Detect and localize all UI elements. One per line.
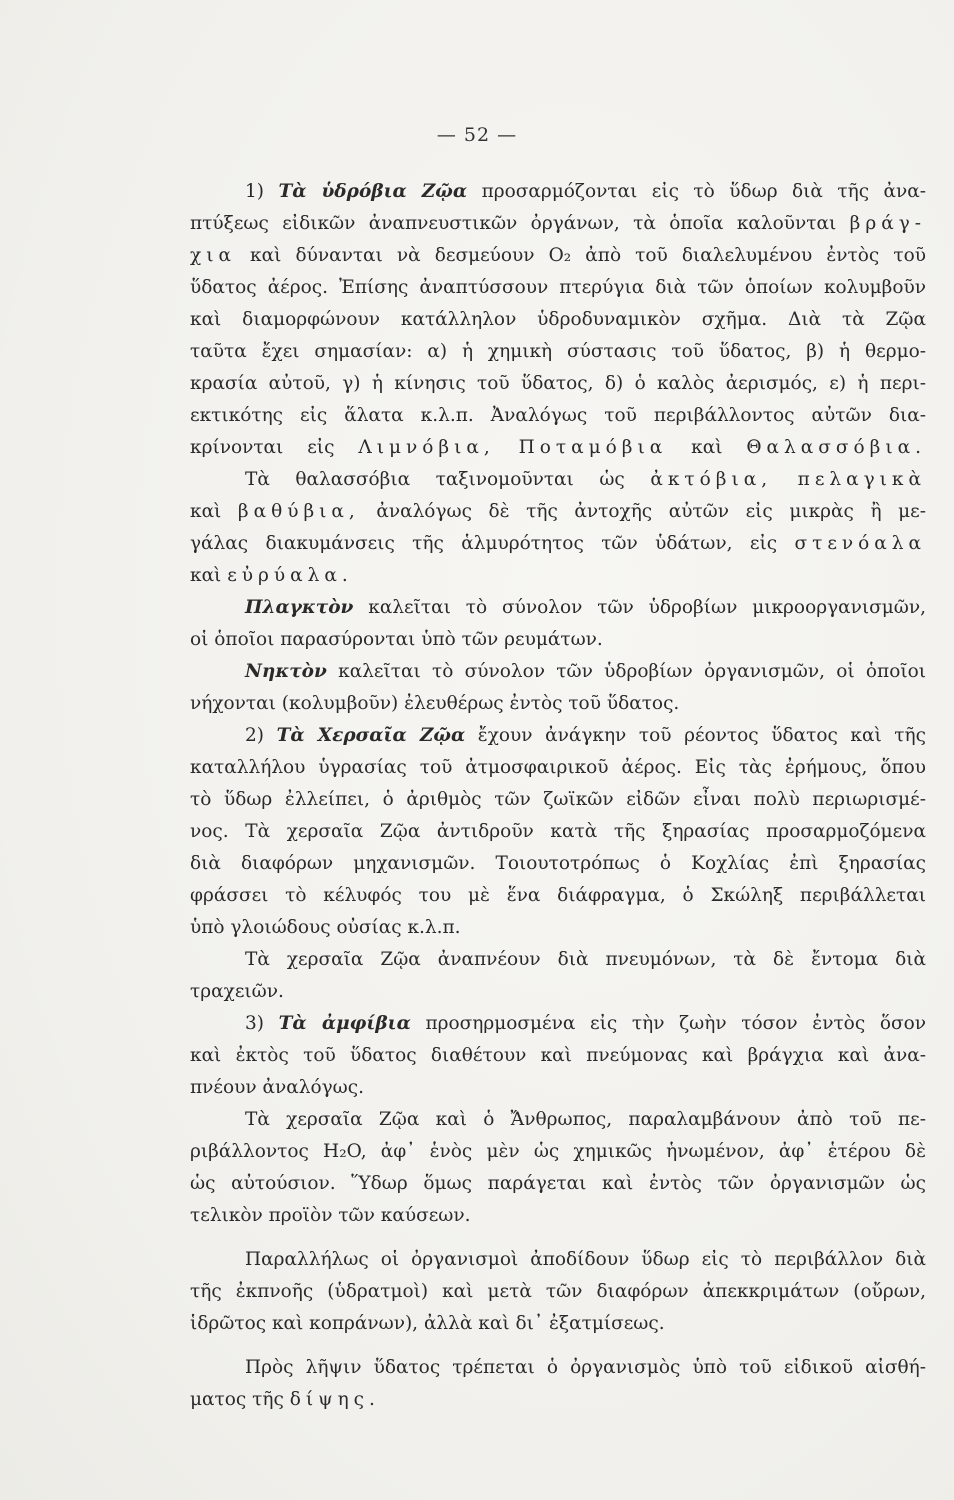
text-line — [190, 1072, 926, 1104]
text-line — [190, 304, 926, 336]
text-span: Πρὸς λῆψιν ὕδατος τρέπεται ὁ ὀργανισμὸς ὑπὸ τοῦ εἰδικοῦ αἰσθή- — [245, 1357, 926, 1378]
text-span: νήχονται (κολυμβοῦν) ἐλευθέρως ἐντὸς τοῦ ὕδατος. — [190, 693, 680, 714]
text-line — [190, 1200, 926, 1232]
text-span: τῆς ἐκπνοῆς (ὑδρατμοὶ) καὶ μετὰ τῶν διαφόρων ἀπεκκριμάτων (οὔρων, — [190, 1281, 926, 1302]
text-span: ριβάλλοντος H₂O, ἀφ᾽ ἑνὸς μὲν ὡς χημικῶς ἡνωμένον, ἀφ᾽ ἑτέρου δὲ — [190, 1141, 926, 1162]
page-number: — 52 — — [436, 124, 518, 146]
text-span: ἱδρῶτος καὶ κοπράνων), ἀλλὰ καὶ δι᾽ ἐξατμίσεως. — [190, 1313, 665, 1334]
text-span: καταλλήλου ὑγρασίας τοῦ ἀτμοσφαιρικοῦ ἀέρος. Εἰς τὰς ἐρήμους, ὅπου — [190, 757, 926, 778]
text-line — [190, 464, 926, 496]
text-line — [190, 1168, 926, 1200]
text-line — [190, 656, 926, 688]
spaced-term: πελαγικὰ — [797, 469, 926, 490]
text-line — [190, 1308, 926, 1340]
text-span: ταῦτα ἔχει σημασίαν: α) ἡ χημικὴ σύστασις τοῦ ὕδατος, β) ἡ θερμο- — [190, 341, 926, 362]
spaced-term: βαθύβια, — [237, 501, 360, 522]
text-line — [190, 1384, 926, 1416]
text-line — [190, 624, 926, 656]
text-span: κρίνονται εἰς — [190, 437, 359, 458]
term-heading: Νηκτὸν — [245, 661, 327, 682]
text-line — [190, 1040, 926, 1072]
spaced-term: Ποταμόβια — [518, 437, 668, 458]
text-span: νος. Τὰ χερσαῖα Ζῷα ἀντιδροῦν κατὰ τῆς ξηρασίας προσαρμοζόμενα — [190, 821, 926, 842]
spaced-term: βράγ- — [849, 213, 926, 234]
paragraph-gap — [190, 1232, 926, 1244]
text-span: γάλας διακυμάνσεις τῆς ἁλμυρότητος τῶν ὑδάτων, εἰς — [190, 533, 795, 554]
text-line — [190, 560, 926, 592]
body-text — [190, 176, 926, 1416]
text-span: φράσσει τὸ κέλυφός του μὲ ἕνα διάφραγμα, ὁ Σκώληξ περιβάλλεται — [190, 885, 926, 906]
text-line — [190, 1276, 926, 1308]
text-line — [190, 400, 926, 432]
text-span: καὶ — [190, 565, 228, 586]
spaced-term: στενόαλα — [794, 533, 926, 554]
text-line — [190, 816, 926, 848]
text-line — [190, 720, 926, 752]
text-span: 3) — [245, 1013, 279, 1034]
spaced-term: χια — [190, 245, 236, 266]
spaced-term: δίψης. — [289, 1389, 380, 1410]
text-span: ἀναλόγως δὲ τῆς ἀντοχῆς αὐτῶν εἰς μικρὰς ἢ με- — [359, 501, 926, 522]
term-heading: Τὰ ὑδρόβια Ζῷα — [278, 181, 468, 202]
text-line — [190, 848, 926, 880]
text-span: Παραλλήλως οἱ ὀργανισμοὶ ἀποδίδουν ὕδωρ εἰς τὸ περιβάλλον διὰ — [245, 1249, 926, 1270]
text-span: τραχειῶν. — [190, 981, 284, 1002]
text-span: ὑπὸ γλοιώδους οὐσίας κ.λ.π. — [190, 917, 461, 938]
text-span: εκτικότης εἰς ἅλατα κ.λ.π. Ἀναλόγως τοῦ περιβάλλοντος αὐτῶν δια- — [190, 405, 926, 426]
text-line — [190, 912, 926, 944]
text-line — [190, 1104, 926, 1136]
text-span: καὶ δύνανται νὰ δεσμεύουν O₂ ἀπὸ τοῦ διαλελυμένου ἐντὸς τοῦ — [235, 245, 926, 266]
term-heading: Τὰ Χερσαῖα Ζῷα — [276, 725, 466, 746]
text-span: οἱ ὁποῖοι παρασύρονται ὑπὸ τῶν ρευμάτων. — [190, 629, 603, 650]
text-span: τὸ ὕδωρ ἐλλείπει, ὁ ἀριθμὸς τῶν ζωϊκῶν εἰδῶν εἶναι πολὺ περιωρισμέ- — [190, 789, 926, 810]
text-line — [190, 208, 926, 240]
text-span: καὶ — [190, 501, 238, 522]
text-line — [190, 240, 926, 272]
text-span: κρασία αὐτοῦ, γ) ἡ κίνησις τοῦ ὕδατος, δ) ὁ καλὸς ἀερισμός, ε) ἡ περι- — [190, 373, 926, 394]
text-span: τελικὸν προϊὸν τῶν καύσεων. — [190, 1205, 471, 1226]
text-span: ὡς αὐτούσιον. Ὕδωρ ὅμως παράγεται καὶ ἐντὸς τῶν ὀργανισμῶν ὡς — [190, 1173, 926, 1194]
text-line — [190, 944, 926, 976]
text-line — [190, 880, 926, 912]
text-line — [190, 368, 926, 400]
text-span: καλεῖται τὸ σύνολον τῶν ὑδροβίων μικροοργανισμῶν, — [353, 597, 926, 618]
text-span — [772, 469, 798, 490]
text-line — [190, 688, 926, 720]
text-span: καὶ ἐκτὸς τοῦ ὕδατος διαθέτουν καὶ πνεύμονας καὶ βράγχια καὶ ἀνα- — [190, 1045, 926, 1066]
text-span: 1) — [245, 181, 279, 202]
text-line — [190, 1352, 926, 1384]
text-line — [190, 1136, 926, 1168]
text-span: Τὰ χερσαῖα Ζῷα ἀναπνέουν διὰ πνευμόνων, τὰ δὲ ἔντομα διὰ — [245, 949, 926, 970]
term-heading: Τὰ ἀμφίβια — [278, 1013, 411, 1034]
text-line — [190, 752, 926, 784]
text-span — [495, 437, 519, 458]
text-span: 2) — [245, 725, 277, 746]
text-span: καλεῖται τὸ σύνολον τῶν ὑδροβίων ὀργανισμῶν, οἱ ὁποῖοι — [326, 661, 926, 682]
text-span: πνέουν ἀναλόγως. — [190, 1077, 364, 1098]
text-span: ἔχουν ἀνάγκην τοῦ ρέοντος ὕδατος καὶ τῆς — [465, 725, 926, 746]
text-line — [190, 272, 926, 304]
text-span: προσαρμόζονται εἰς τὸ ὕδωρ διὰ τῆς ἀνα- — [467, 181, 926, 202]
text-span: καὶ — [667, 437, 747, 458]
spaced-term: Θαλασσόβια. — [746, 437, 926, 458]
text-span: ὕδατος ἀέρος. Ἐπίσης ἀναπτύσσουν πτερύγια διὰ τῶν ὁποίων κολυμβοῦν — [190, 277, 926, 298]
text-line — [190, 528, 926, 560]
text-line — [190, 336, 926, 368]
paragraph-gap — [190, 1340, 926, 1352]
text-span: προσηρμοσμένα εἰς τὴν ζωὴν τόσον ἐντὸς ὅσον — [410, 1013, 926, 1034]
text-line — [190, 1244, 926, 1276]
text-span: Τὰ θαλασσόβια ταξινομοῦνται ὡς — [245, 469, 651, 490]
text-span: ματος τῆς — [190, 1389, 290, 1410]
text-span: Τὰ χερσαῖα Ζῷα καὶ ὁ Ἄνθρωπος, παραλαμβάνουν ἀπὸ τοῦ πε- — [245, 1109, 926, 1130]
spaced-term: Λιμνόβια, — [358, 437, 495, 458]
text-line — [190, 176, 926, 208]
text-span: καὶ διαμορφώνουν κατάλληλον ὑδροδυναμικὸν σχῆμα. Διὰ τὰ Ζῷα — [190, 309, 926, 330]
text-line — [190, 976, 926, 1008]
text-span: διὰ διαφόρων μηχανισμῶν. Τοιουτοτρόπως ὁ Κοχλίας ἐπὶ ξηρασίας — [190, 853, 926, 874]
text-span: πτύξεως εἰδικῶν ἀναπνευστικῶν ὀργάνων, τὰ ὁποῖα καλοῦνται — [190, 213, 850, 234]
text-line — [190, 592, 926, 624]
term-heading: Πλαγκτὸν — [245, 597, 354, 618]
text-line — [190, 784, 926, 816]
text-line — [190, 432, 926, 464]
text-line — [190, 496, 926, 528]
spaced-term: εὐρύαλα. — [227, 565, 353, 586]
spaced-term: ἀκτόβια, — [650, 469, 773, 490]
text-line — [190, 1008, 926, 1040]
